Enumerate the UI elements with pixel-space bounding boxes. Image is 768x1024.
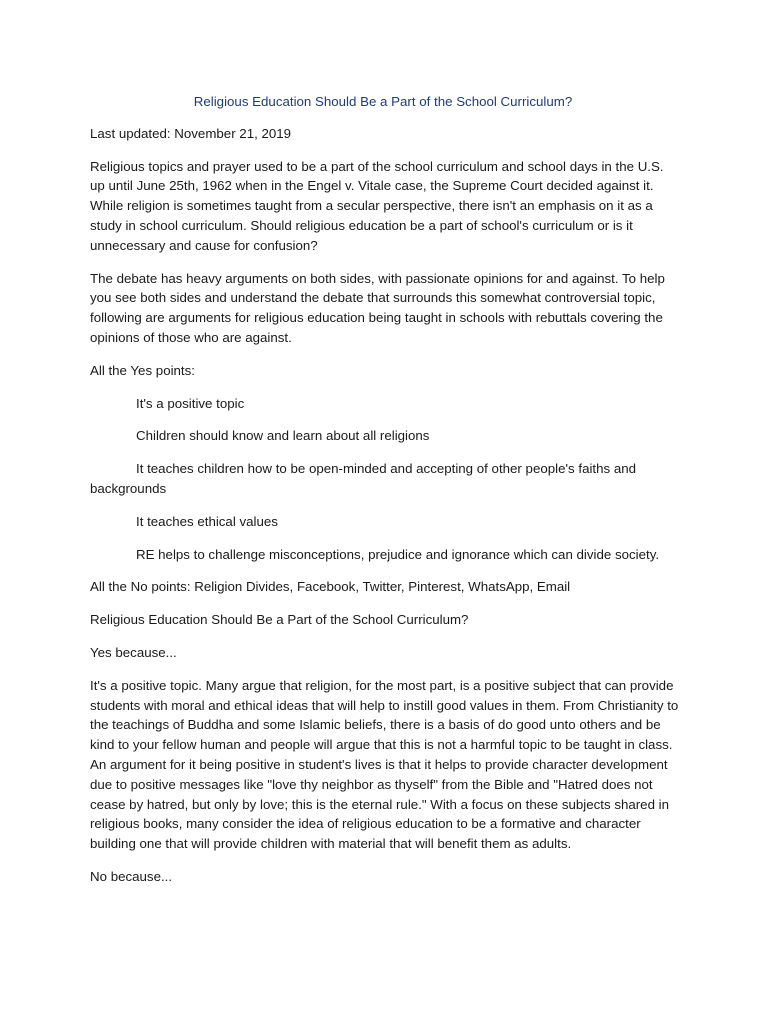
last-updated-date: Last updated: November 21, 2019 <box>90 125 292 141</box>
intro-paragraph: Religious topics and prayer used to be a part of the school curriculum and school days in the U.S. up until June 25th, 1962 when in the Engel v. Vitale case, the Supreme Court decided against it. While religion is sometimes taught from a secular perspective, there isn't an emphasis on it as a study in school curriculum. Should religious education be a part of school's curriculum or is it unnecessary and cause for confusion? <box>90 158 664 253</box>
yes-point-item: RE helps to challenge misconceptions, prejudice and ignorance which can divide society. <box>136 546 660 562</box>
question-repeat: Religious Education Should Be a Part of the School Curriculum? <box>90 612 469 628</box>
yes-because-heading: Yes because... <box>90 644 177 660</box>
debate-paragraph: The debate has heavy arguments on both sides, with passionate opinions for and against. To help you see both sides and understand the debate that surrounds this somewhat controversial topic, following are arguments for religious education being taught in schools with rebuttals covering the opinions of those who are against. <box>90 270 665 345</box>
positive-topic-paragraph: It's a positive topic. Many argue that religion, for the most part, is a positive subject that can provide students with moral and ethical ideas that will help to instill good values in them. From Christianity to the teachings of Buddha and some Islamic beliefs, there is a basis of do good unto others and be kind to your fellow human and people will argue that this is not a harmful topic to be taught in class. An argument for it being positive in student's lives is that it helps to provide character development due to positive messages like "love thy neighbor as thyself" from the Bible and "Hatred does not cease by hatred, but only by love; this is the eternal rule." With a focus on these subjects shared in religious books, many consider the idea of religious education to be a formative and character building one that will provide children with material that will benefit them as adults. <box>90 677 679 852</box>
yes-point-item: It's a positive topic <box>136 395 245 411</box>
yes-point-item: Children should know and learn about all religions <box>136 428 430 444</box>
yes-point-item: It teaches ethical values <box>136 513 278 529</box>
no-because-heading: No because... <box>90 868 173 884</box>
document-body <box>90 92 682 900</box>
document-title: Religious Education Should Be a Part of the School Curriculum? <box>193 94 573 109</box>
no-points-line: All the No points: Religion Divides, Facebook, Twitter, Pinterest, WhatsApp, Email <box>90 579 571 595</box>
yes-points-list <box>90 394 682 565</box>
yes-points-heading: All the Yes points: <box>90 362 195 378</box>
yes-point-item: It teaches children how to be open-minded and accepting of other people's faiths and backgrounds <box>90 461 637 496</box>
